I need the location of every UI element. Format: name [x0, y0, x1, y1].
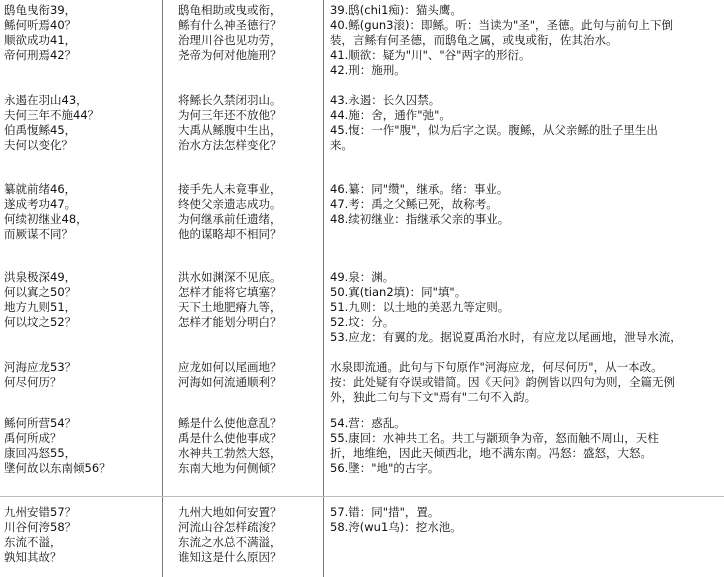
translation-line: 为何三年还不放他？ [178, 108, 282, 122]
translation-line: 怎样才能划分明白？ [178, 315, 282, 329]
translation-line: 天下土地肥瘠九等， [178, 300, 282, 314]
translation-line: 河海如何流通顺利？ [178, 375, 282, 389]
translation-line: 将鲧长久禁闭羽山。 [178, 93, 282, 107]
annotation-line: 57.错：同"措"，置。 [330, 505, 440, 519]
translation-line: 为何继承前任遗绪， [178, 212, 282, 226]
annotation-line: 40.鲧(gun3滚)：即鲧。听：当读为"圣"，圣德。此句与前句上下倒 [330, 18, 674, 32]
translation-cell [178, 182, 316, 242]
annotation-cell [330, 182, 722, 227]
translation-line: 终使父亲遗志成功。 [178, 197, 282, 211]
translation-line: 治水方法怎样变化？ [178, 138, 282, 152]
annotation-line: 49.泉：渊。 [330, 270, 395, 284]
original-line: 夫何三年不施44？ [4, 108, 100, 122]
original-text-cell [4, 93, 154, 153]
annotation-line: 45.愎：一作"腹"，似为后字之误。腹鲧，从父亲鲧的肚子里生出 [330, 123, 658, 137]
translation-cell [178, 3, 316, 63]
original-line: 何续初继业48， [4, 212, 88, 226]
translation-line: 他的谋略却不相同？ [178, 227, 282, 241]
original-line: 墬何故以东南倾56？ [4, 461, 111, 475]
translation-cell [178, 505, 316, 565]
column-divider [323, 0, 324, 577]
annotation-line: 53.应龙：有翼的龙。据说夏禹治水时，有应龙以尾画地，泄导水流， [330, 330, 682, 344]
annotation-line: 50.寘(tian2填)：同"填"。 [330, 285, 467, 299]
translation-line: 怎样才能将它填塞？ [178, 285, 282, 299]
original-text-cell [4, 270, 154, 330]
original-line: 伯禹愎鲧45， [4, 123, 77, 137]
translation-line: 水神共工勃然大怒， [178, 446, 282, 460]
annotation-line: 47.考：禹之父鲧已死，故称考。 [330, 197, 498, 211]
row-separator [0, 496, 724, 497]
annotation-line: 55.康回：水神共工名。共工与颛顼争为帝，怒而触不周山，天柱 [330, 431, 659, 445]
annotation-cell [330, 416, 722, 476]
annotation-line: 52.坟：分。 [330, 315, 395, 329]
translation-line: 治理川谷也见功劳， [178, 33, 282, 47]
translation-line: 大禹从鲧腹中生出， [178, 123, 282, 137]
translation-cell [178, 270, 316, 330]
annotation-line: 水泉即流通。此句与下句原作"河海应龙，何尽何历"，从一本改。 [330, 360, 663, 374]
original-line: 何以坟之52？ [4, 315, 77, 329]
original-line: 九州安错57？ [4, 505, 77, 519]
original-line: 而厥谋不同？ [4, 227, 73, 241]
original-line: 永遏在羽山43， [4, 93, 88, 107]
translation-line: 河流山谷怎样疏浚？ [178, 520, 282, 534]
annotation-line: 41.顺欲：疑为"川"、"谷"两字的形衍。 [330, 48, 531, 62]
annotation-line: 54.营：惑乱。 [330, 416, 406, 430]
translation-cell [178, 360, 316, 390]
translation-line: 接手先人未竟事业， [178, 182, 282, 196]
annotation-line: 44.施：舍，通作"弛"。 [330, 108, 451, 122]
original-line: 纂就前绪46， [4, 182, 77, 196]
annotation-cell [330, 360, 722, 405]
original-line: 夫何以变化？ [4, 138, 73, 152]
translation-line: 尧帝为何对他施刑？ [178, 48, 282, 62]
annotation-line: 42.刑：施刑。 [330, 63, 406, 77]
annotation-line: 按：此处疑有夺误或错简。因《天问》韵例皆以四句为则，全篇无例 [330, 375, 675, 389]
original-line: 东流不溢， [4, 535, 62, 549]
translation-cell [178, 416, 316, 476]
translation-line: 谁知这是什么原因？ [178, 550, 282, 564]
translation-line: 禹是什么使他事成？ [178, 431, 282, 445]
annotation-cell [330, 93, 722, 153]
original-line: 顺欲成功41， [4, 33, 77, 47]
original-line: 遂成考功47。 [4, 197, 77, 211]
original-line: 地方九则51， [4, 300, 77, 314]
column-divider [162, 0, 163, 577]
original-line: 鲧何所营54？ [4, 416, 77, 430]
translation-line: 洪水如渊深不见底。 [178, 270, 282, 284]
original-line: 洪泉极深49， [4, 270, 77, 284]
translation-line: 鲧是什么使他意乱？ [178, 416, 282, 430]
original-line: 河海应龙53？ [4, 360, 77, 374]
translation-cell [178, 93, 316, 153]
original-line: 鸱龟曳衔39， [4, 3, 77, 17]
original-line: 帝何刑焉42？ [4, 48, 77, 62]
original-text-cell [4, 3, 154, 63]
translation-line: 东流之水总不满溢， [178, 535, 282, 549]
annotation-line: 43.永遏：长久囚禁。 [330, 93, 441, 107]
original-line: 川谷何洿58？ [4, 520, 77, 534]
original-line: 何尽何历？ [4, 375, 62, 389]
original-text-cell [4, 416, 154, 476]
original-line: 孰知其故？ [4, 550, 62, 564]
original-line: 康回冯怒55， [4, 446, 77, 460]
annotation-line: 56.墬："地"的古字。 [330, 461, 440, 475]
annotation-cell [330, 505, 722, 535]
annotation-line: 装，言鲧有何圣德，而鸱龟之属，或曳或衔，佐其治水。 [330, 33, 618, 47]
translation-line: 鲧有什么神圣德行？ [178, 18, 282, 32]
original-line: 何以寘之50？ [4, 285, 77, 299]
annotation-cell [330, 270, 722, 345]
translation-line: 应龙如何以尾画地？ [178, 360, 282, 374]
annotation-cell [330, 3, 722, 78]
translation-line: 九州大地如何安置？ [178, 505, 282, 519]
original-text-cell [4, 360, 154, 390]
original-line: 鲧何听焉40？ [4, 18, 77, 32]
original-text-cell [4, 182, 154, 242]
annotation-line: 39.鸱(chi1痴)：猫头鹰。 [330, 3, 462, 17]
translation-line: 鸱龟相助或曳或衔， [178, 3, 282, 17]
translation-line: 东南大地为何侧倾？ [178, 461, 282, 475]
annotation-line: 来。 [330, 138, 353, 152]
annotation-line: 48.续初继业：指继承父亲的事业。 [330, 212, 510, 226]
annotation-line: 58.洿(wu1乌)：挖水池。 [330, 520, 462, 534]
annotation-line: 折，地维绝，因此天倾西北，地不满东南。冯怒：盛怒，大怒。 [330, 446, 652, 460]
original-text-cell [4, 505, 154, 565]
annotation-line: 46.纂：同"缵"，继承。绪：事业。 [330, 182, 509, 196]
original-line: 禹何所成？ [4, 431, 62, 445]
annotation-line: 51.九则：以土地的美恶九等定则。 [330, 300, 510, 314]
annotation-line: 外，独此二句与下文"焉有"二句不入韵。 [330, 390, 537, 404]
